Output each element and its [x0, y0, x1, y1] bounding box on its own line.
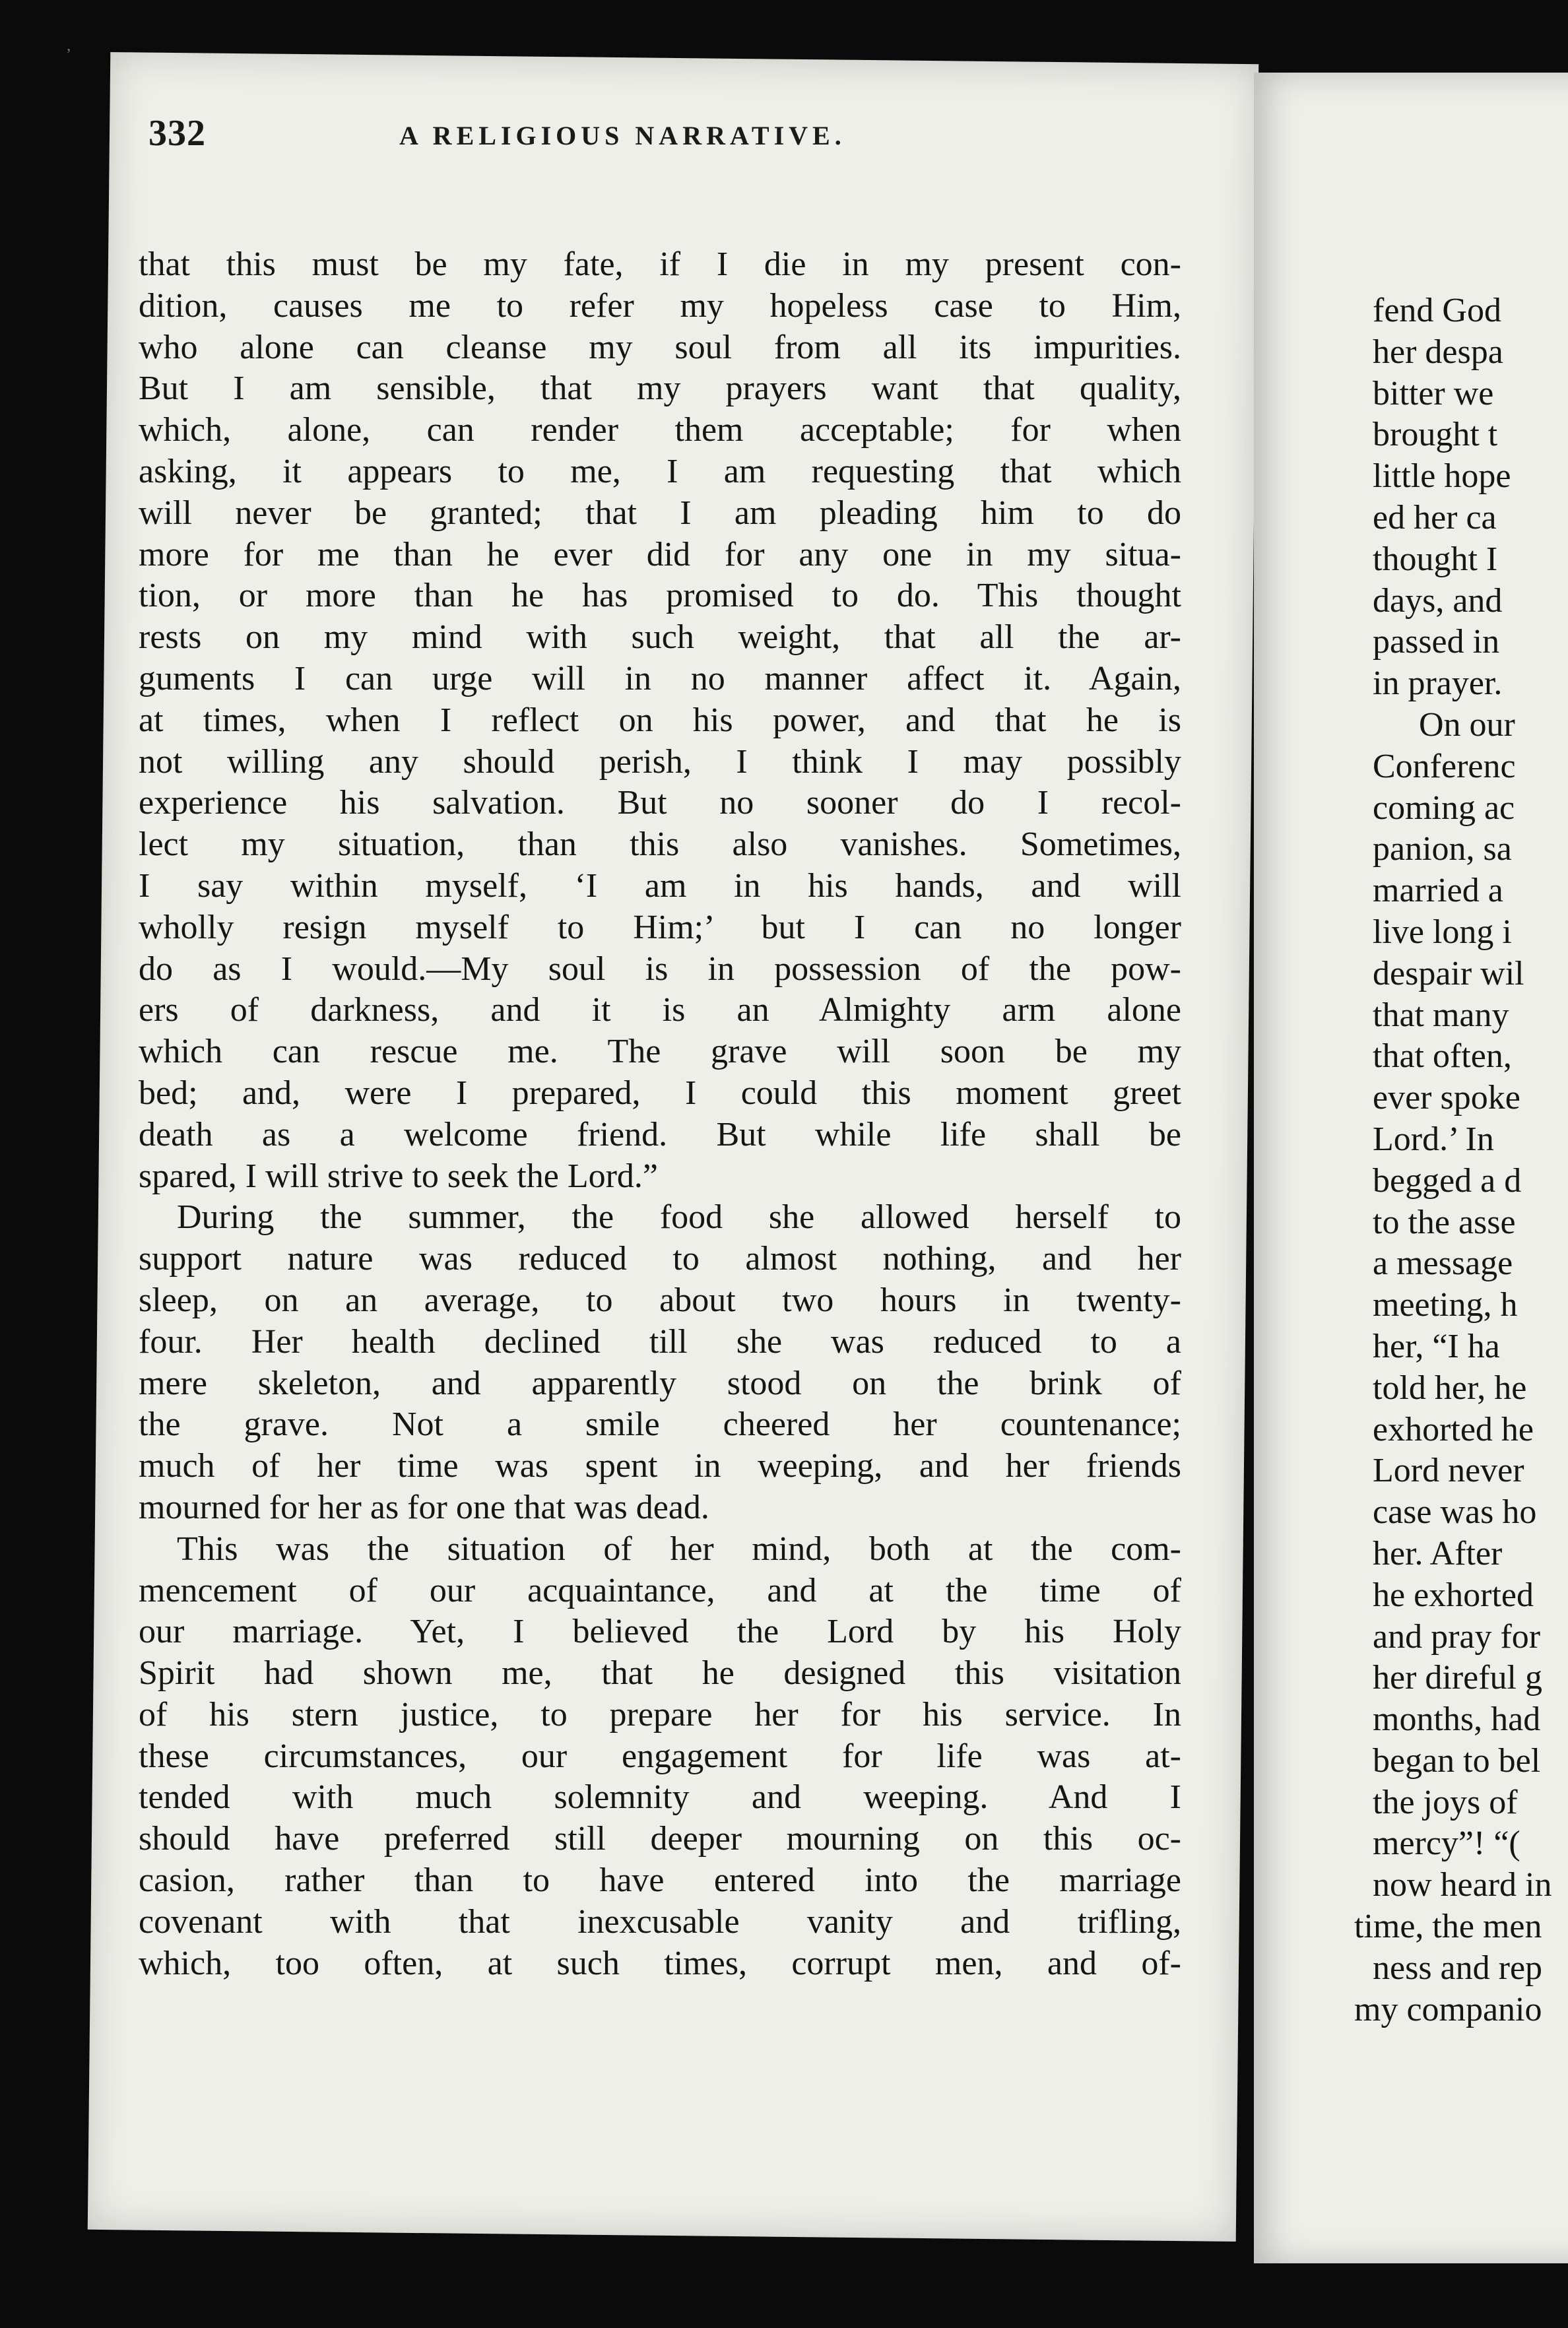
text-line: panion, sa — [1373, 830, 1512, 868]
text-line: guments I can urge will in no manner affect it. Again, — [139, 659, 1181, 697]
text-line: the grave. Not a smile cheered her countenance; — [139, 1406, 1181, 1444]
text-line: will never be granted; that I am pleading him to do — [139, 494, 1181, 532]
text-line: thought I — [1373, 540, 1498, 578]
text-line: wholly resign myself to Him;’ but I can no longer — [139, 908, 1181, 946]
text-line: began to bel — [1373, 1741, 1541, 1780]
text-line: During the summer, the food she allowed herself to — [177, 1198, 1181, 1237]
text-line: On our — [1419, 705, 1515, 744]
text-line: tion, or more than he has promised to do. This thought — [139, 577, 1181, 615]
text-line: to the asse — [1373, 1203, 1516, 1241]
text-line: months, had — [1373, 1700, 1541, 1739]
running-head — [148, 112, 1158, 178]
text-line: asking, it appears to me, I am requesting that which — [139, 452, 1181, 490]
text-line: This was the situation of her mind, both at the com- — [177, 1530, 1181, 1568]
text-line: her, “I ha — [1373, 1327, 1500, 1365]
text-line: much of her time was spent in weeping, and her friends — [139, 1447, 1181, 1485]
text-line: Lord never — [1373, 1452, 1524, 1490]
text-line: meeting, h — [1373, 1286, 1518, 1324]
text-line: mercy”! “( — [1373, 1825, 1520, 1863]
text-line: that this must be my fate, if I die in my present con- — [139, 245, 1181, 283]
text-line: my companio — [1354, 1990, 1542, 2028]
text-line: despair wil — [1373, 954, 1524, 992]
text-line: ever spoke — [1373, 1079, 1520, 1117]
text-line: case was ho — [1373, 1493, 1537, 1532]
text-line: now heard in — [1373, 1866, 1552, 1904]
text-line: her direful g — [1373, 1659, 1543, 1697]
text-line: ers of darkness, and it is an Almighty arm alone — [139, 991, 1181, 1029]
text-line: death as a welcome friend. But while life shall be — [139, 1115, 1181, 1153]
text-line: But I am sensible, that my prayers want that quality, — [139, 370, 1181, 408]
text-line: that many — [1373, 996, 1509, 1034]
right-body-text — [1354, 290, 1568, 2030]
text-line: which, too often, at such times, corrupt men, and of- — [139, 1944, 1181, 1982]
text-line: Conferenc — [1373, 747, 1516, 785]
text-line: which, alone, can render them acceptable; for when — [139, 411, 1181, 449]
text-line: her. After — [1373, 1534, 1503, 1572]
text-line: mourned for her as for one that was dead. — [139, 1488, 709, 1526]
text-line: married a — [1373, 872, 1503, 910]
text-line: do as I would.—My soul is in possession of the pow- — [139, 950, 1181, 988]
left-body-text — [139, 244, 1181, 1984]
text-line: tended with much solemnity and weeping. And I — [139, 1778, 1181, 1817]
text-line: I say within myself, ‘I am in his hands, and will — [139, 866, 1181, 905]
text-line: that often, — [1373, 1037, 1512, 1076]
text-line: bitter we — [1373, 374, 1494, 412]
text-line: of his stern justice, to prepare her for his service. In — [139, 1695, 1181, 1733]
text-line: days, and — [1373, 581, 1503, 620]
text-line: Spirit had shown me, that he designed this visitation — [139, 1654, 1181, 1693]
text-line: bed; and, were I prepared, I could this moment greet — [139, 1074, 1181, 1112]
text-line: not willing any should perish, I think I may possibly — [139, 742, 1181, 781]
text-line: little hope — [1373, 457, 1511, 496]
text-line: time, the men — [1354, 1908, 1542, 1946]
text-line: covenant with that inexcusable vanity and trifling, — [139, 1902, 1181, 1941]
text-line: her despa — [1373, 333, 1503, 371]
running-title: A RELIGIOUS NARRATIVE. — [399, 121, 846, 150]
text-line: ness and rep — [1373, 1949, 1543, 1987]
text-line: passed in — [1373, 623, 1500, 661]
text-line: coming ac — [1373, 789, 1515, 827]
text-line: sleep, on an average, to about two hours in twenty- — [139, 1281, 1181, 1319]
text-line: these circumstances, our engagement for life was at- — [139, 1737, 1181, 1775]
text-line: mere skeleton, and apparently stood on the brink of — [139, 1364, 1181, 1402]
text-line: four. Her health declined till she was reduced to a — [139, 1322, 1181, 1361]
text-line: more for me than he ever did for any one in my situa- — [139, 535, 1181, 573]
text-line: should have preferred still deeper mourning on this oc- — [139, 1820, 1181, 1858]
text-line: at times, when I reflect on his power, and that he is — [139, 701, 1181, 739]
text-line: Lord.’ In — [1373, 1120, 1494, 1158]
text-line: exhorted he — [1373, 1410, 1534, 1448]
text-line: the joys of — [1373, 1783, 1518, 1821]
text-line: our marriage. Yet, I believed the Lord by his Holy — [139, 1613, 1181, 1651]
corner-mark: ʼ — [66, 46, 71, 63]
text-line: dition, causes me to refer my hopeless case to Him, — [139, 286, 1181, 325]
text-line: mencement of our acquaintance, and at the time of — [139, 1571, 1181, 1609]
text-line: in prayer. — [1373, 664, 1503, 703]
page-number: 332 — [148, 113, 206, 154]
text-line: who alone can cleanse my soul from all its impurities. — [139, 328, 1181, 366]
text-line: a message — [1373, 1245, 1513, 1283]
text-line: live long i — [1373, 913, 1512, 951]
text-line: rests on my mind with such weight, that all the ar- — [139, 618, 1181, 657]
text-line: brought t — [1373, 416, 1498, 454]
text-line: he exhorted — [1373, 1576, 1534, 1614]
text-line: told her, he — [1373, 1369, 1527, 1407]
text-line: spared, I will strive to seek the Lord.” — [139, 1157, 658, 1195]
text-line: casion, rather than to have entered into the marriage — [139, 1861, 1181, 1900]
text-line: which can rescue me. The grave will soon be my — [139, 1033, 1181, 1071]
text-line: experience his salvation. But no sooner do I recol- — [139, 784, 1181, 822]
text-line: and pray for — [1373, 1617, 1541, 1656]
text-line: lect my situation, than this also vanishes. Sometimes, — [139, 825, 1181, 864]
text-line: fend God — [1373, 292, 1501, 329]
text-line: ed her ca — [1373, 498, 1497, 536]
text-line: begged a d — [1373, 1161, 1522, 1200]
text-line: support nature was reduced to almost nothing, and her — [139, 1240, 1181, 1278]
